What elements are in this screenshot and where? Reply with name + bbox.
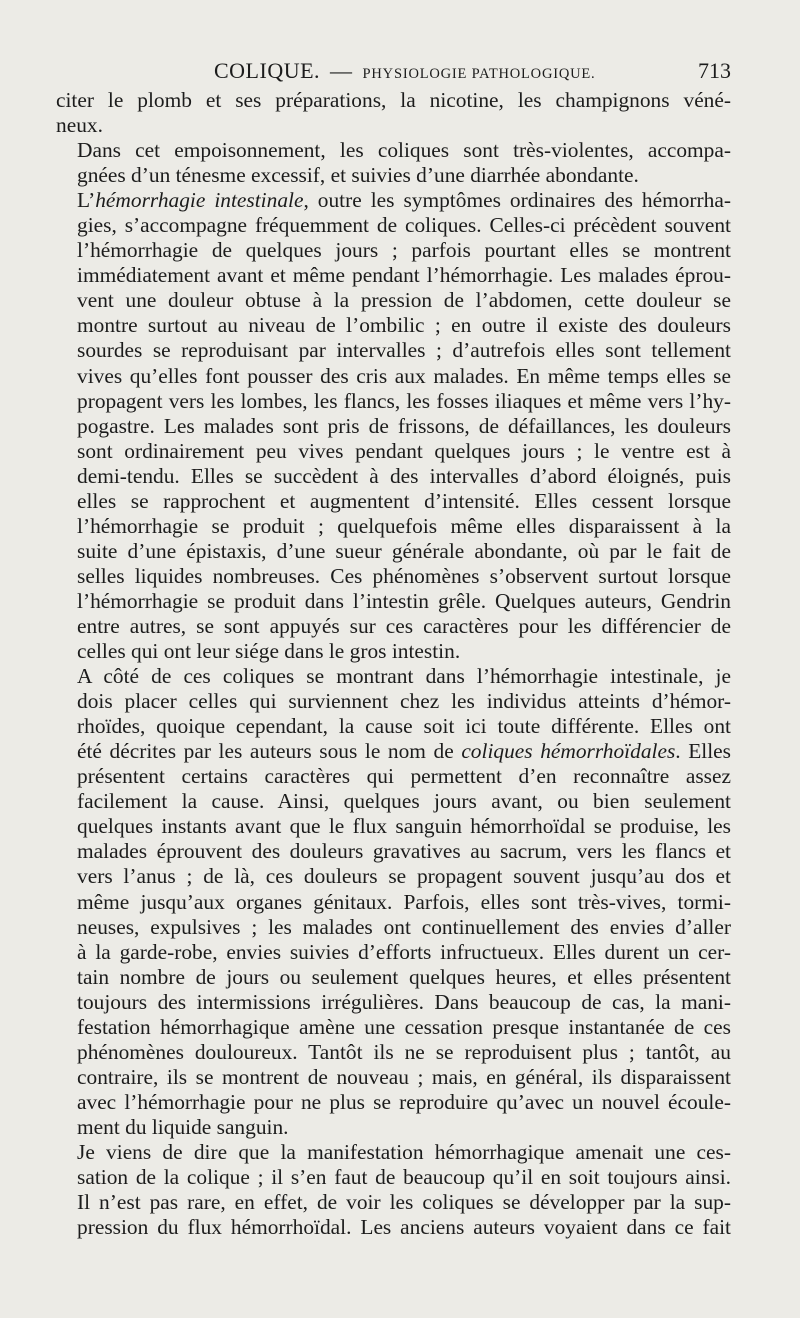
text-line: phénomènes douloureux. Tantôt ils ne se reproduisent plus ; tantôt, au	[77, 1039, 731, 1064]
text-line: l’hémorrhagie se produit dans l’intestin grêle. Quelques auteurs, Gendrin	[77, 588, 731, 613]
text-line: elles se rapprochent et augmentent d’intensité. Elles cessent lorsque	[77, 488, 731, 513]
paragraph-5	[56, 1140, 731, 1240]
text-line: demi-tendu. Elles se succèdent à des intervalles d’abord éloignés, puis	[77, 463, 731, 488]
lead-prefix: L’	[77, 188, 96, 213]
running-head	[214, 58, 595, 84]
text-line: sourdes se reproduisant par intervalles ; d’autrefois elles sont tellement	[77, 338, 731, 363]
text-line: immédiatement avant et même pendant l’hémorrhagie. Les malades éprou-	[77, 263, 731, 288]
text-line: vives qu’elles font pousser des cris aux malades. En même temps elles se	[77, 363, 731, 388]
text-line: avec l’hémorrhagie pour ne plus se reproduire qu’avec un nouvel écoule-	[77, 1089, 731, 1114]
text-line: Il n’est pas rare, en effet, de voir les coliques se développer par la sup-	[77, 1190, 731, 1215]
text-line: gnées d’un ténesme excessif, et suivies d’une diarrhée abondante.	[77, 163, 639, 188]
text-line: festation hémorrhagique amène une cessation presque instantanée de ces	[77, 1014, 731, 1039]
title-dash: —	[330, 58, 353, 83]
text-line: sont ordinairement peu vives pendant quelques jours ; le ventre est à	[77, 438, 731, 463]
text-line: Dans cet empoisonnement, les coliques sont très-violentes, accompa-	[77, 138, 731, 163]
page-number: 713	[698, 58, 731, 83]
text-line: même jusqu’aux organes génitaux. Parfois, elles sont très-vives, tormi-	[77, 889, 731, 914]
text-line: rhoïdes, quoique cependant, la cause soit ici toute différente. Elles ont	[77, 714, 731, 739]
running-subtitle: PHYSIOLOGIE PATHOLOGIQUE.	[362, 66, 596, 82]
text-line: dois placer celles qui surviennent chez les individus atteints d’hémor-	[77, 689, 731, 714]
paragraph-1	[56, 88, 731, 138]
italic-term: hémorrhagie intestinale	[95, 188, 304, 213]
text-line: vers l’anus ; de là, ces douleurs se propagent souvent jusqu’au dos et	[77, 864, 731, 889]
text-line: citer le plomb et ses préparations, la nicotine, les champignons véné-	[56, 88, 731, 112]
text-line: à la garde-robe, envies suivies d’efforts infructueux. Elles durent un cer-	[77, 939, 731, 964]
text-line: Je viens de dire que la manifestation hémorrhagique amenait une ces-	[77, 1139, 731, 1164]
text-line: vent une douleur obtuse à la pression de l’abdomen, cette douleur se	[77, 288, 731, 313]
body-text	[56, 88, 731, 1240]
text-line: présentent certains caractères qui permettent d’en reconnaître assez	[77, 764, 731, 789]
text-line: neux.	[56, 113, 103, 138]
line-end: . Elles	[675, 739, 731, 764]
text-line: facilement la cause. Ainsi, quelques jours avant, ou bien seulement	[77, 789, 731, 814]
text-line: selles liquides nombreuses. Ces phénomènes s’observent surtout lorsque	[77, 563, 731, 588]
line-start: été décrites par les auteurs sous le nom de	[77, 739, 462, 764]
text-line: ment du liquide sanguin.	[77, 1114, 289, 1139]
paragraph-3	[56, 188, 731, 664]
running-header	[56, 54, 731, 86]
text-line: neuses, expulsives ; les malades ont continuellement des envies d’aller	[77, 914, 731, 939]
text-line: propagent vers les lombes, les flancs, les fosses iliaques et même vers l’hy-	[77, 388, 731, 413]
text-line: tain nombre de jours ou seulement quelques heures, et elles présentent	[77, 964, 731, 989]
text-line: celles qui ont leur siége dans le gros intestin.	[77, 639, 461, 664]
text-line: entre autres, se sont appuyés sur ces caractères pour les différencier de	[77, 613, 731, 638]
text-line: gies, s’accompagne fréquemment de coliques. Celles-ci précèdent souvent	[77, 213, 731, 238]
text-line: montre surtout au niveau de l’ombilic ; en outre il existe des douleurs	[77, 313, 731, 338]
text-line: pression du flux hémorrhoïdal. Les anciens auteurs voyaient dans ce fait	[77, 1215, 731, 1240]
text-line: contraire, ils se montrent de nouveau ; mais, en général, ils disparaissent	[77, 1064, 731, 1089]
text-line: A côté de ces coliques se montrant dans l’hémorrhagie intestinale, je	[77, 664, 731, 689]
running-title: COLIQUE.	[214, 58, 321, 83]
text-line: quelques instants avant que le flux sanguin hémorrhoïdal se produise, les	[77, 814, 731, 839]
text-line: toujours des intermissions irrégulières. Dans beaucoup de cas, la mani-	[77, 989, 731, 1014]
text-line	[56, 739, 731, 764]
text-line: pogastre. Les malades sont pris de frissons, de défaillances, les douleurs	[77, 413, 731, 438]
text-line: l’hémorrhagie de quelques jours ; parfois pourtant elles se montrent	[77, 238, 731, 263]
text-line: malades éprouvent des douleurs gravatives au sacrum, vers les flancs et	[77, 839, 731, 864]
paragraph-4	[56, 664, 731, 1140]
text-line: suite d’une épistaxis, d’une sueur générale abondante, où par le fait de	[77, 538, 731, 563]
text-line: l’hémorrhagie se produit ; quelquefois même elles disparaissent à la	[77, 513, 731, 538]
text-line	[56, 188, 731, 213]
italic-term: coliques hémorrhoïdales	[461, 739, 676, 764]
text-line: sation de la colique ; il s’en faut de beaucoup qu’il en soit toujours ainsi.	[77, 1165, 731, 1190]
line-rest: , outre les symptômes ordinaires des hémorrha-	[303, 188, 731, 213]
paragraph-2	[56, 138, 731, 188]
